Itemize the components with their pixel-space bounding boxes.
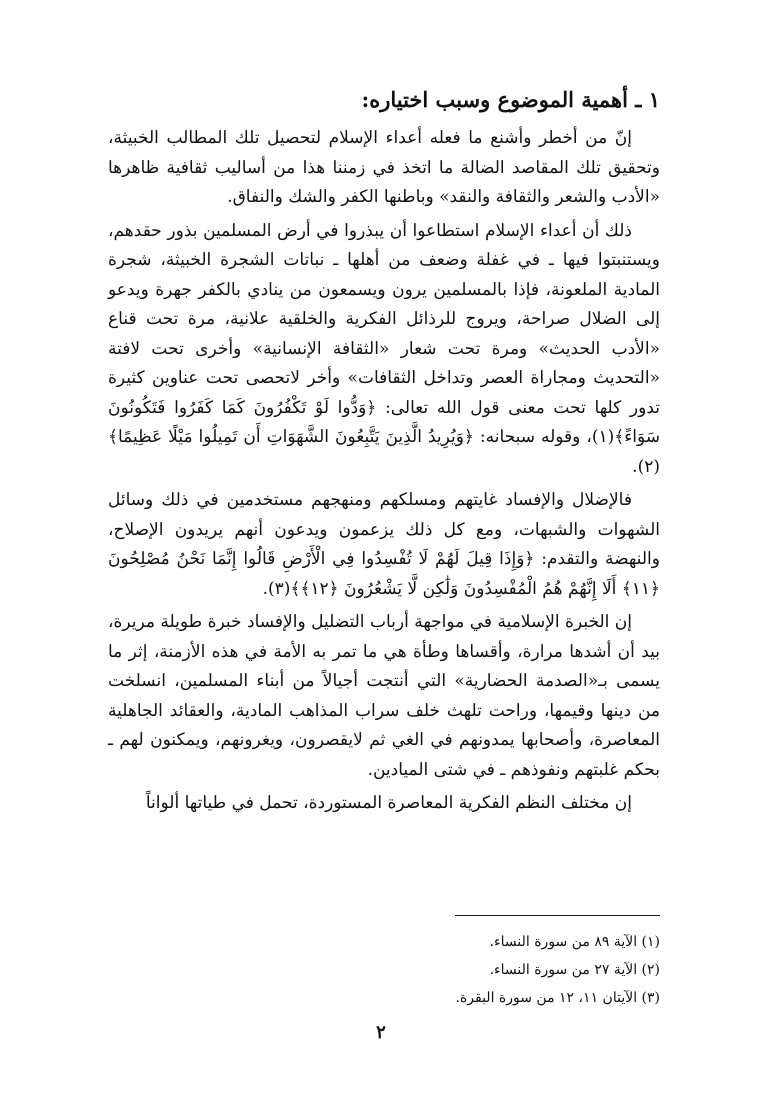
footnote-2: (٢) الآية ٢٧ من سورة النساء. xyxy=(489,962,660,978)
paragraph-1: إنّ من أخطر وأشنع ما فعله أعداء الإسلام لتحصيل تلك المطالب الخبيثة، وتحقيق تلك المقاصد الضالة ما اتخذ في زمننا هذا من أساليب ثقافية ظاهرها «الأدب والشعر والثقافة والنقد» وباطنها الكفر والشك والنفاق. xyxy=(108,128,660,207)
footnote-3: (٣) الآيتان ١١، ١٢ من سورة البقرة. xyxy=(455,990,660,1006)
footnote-1: (١) الآية ٨٩ من سورة النساء. xyxy=(489,934,660,950)
paragraph-3: فالإضلال والإفساد غايتهم ومسلكهم ومنهجهم مستخدمين في ذلك وسائل الشهوات والشبهات، ومع كل ذلك يزعمون ويدعون أنهم يريدون الإصلاح، والنهضة والتقدم: ﴿وَإِذَا قِيلَ لَهُمْ لَا تُفْسِدُوا فِي الْأَرْضِ قَالُوا إِنَّمَا نَحْنُ مُصْلِحُونَ ﴿١١﴾ أَلَا إِنَّهُمْ هُمُ الْمُفْسِدُونَ وَلَٰكِن لَّا يَشْعُرُونَ ﴿١٢﴾﴾(٣). xyxy=(108,490,660,599)
footnotes xyxy=(108,915,660,1012)
paragraph-2: ذلك أن أعداء الإسلام استطاعوا أن يبذروا في أرض المسلمين بذور حقدهم، ويستنبتوا فيها ـ في غفلة وضعف من أهلها ـ نباتات الشجرة الخبيثة، شجرة المادية الملعونة، فإذا بالمسلمين يرون ويسمعون من ينادي بالكفر جهرة ويدعو إلى الضلال صراحة، ويروج للرذائل الفكرية والخلقية علانية، مرة تحت قناع «الأدب الحديث» ومرة تحت شعار «الثقافة الإنسانية» وأخرى تحت لافتة «التحديث ومجاراة العصر وتداخل الثقافات» وأخر لاتحصى تحت عناوين كثيرة تدور كلها تحت معنى قول الله تعالى: ﴿وَدُّوا لَوْ تَكْفُرُونَ كَمَا كَفَرُوا فَتَكُونُونَ سَوَاءً﴾(١)، وقوله سبحانه: ﴿وَيُرِيدُ الَّذِينَ يَتَّبِعُونَ الشَّهَوَاتِ أَن تَمِيلُوا مَيْلًا عَظِيمًا﴾(٢). xyxy=(108,220,660,477)
page-number: ٢ xyxy=(376,1022,386,1043)
section-heading: ١ ـ أهمية الموضوع وسبب اختياره: xyxy=(361,87,660,112)
footnote-divider xyxy=(455,915,660,916)
paragraph-5: إن مختلف النظم الفكرية المعاصرة المستوردة، تحمل في طياتها ألواناً xyxy=(145,793,632,813)
paragraph-4: إن الخبرة الإسلامية في مواجهة أرباب التضليل والإفساد خبرة طويلة مريرة، بيد أن أشدها مرارة، وأقساها وطأة هي ما تمر به الأمة في هذه الأزمنة، إثر ما يسمى بـ«الصدمة الحضارية» التي أنتجت أجيالاً من أبناء المسلمين، انسلخت من دينها وقيمها، وراحت تلهث خلف سراب المذاهب المادية، والعقائد الجاهلية المعاصرة، وأصحابها يمدونهم في الغي ثم لايقصرون، ويغرونهم، ويمكنون لهم ـ بحكم غلبتهم ونفوذهم ـ في شتى الميادين. xyxy=(108,612,660,780)
